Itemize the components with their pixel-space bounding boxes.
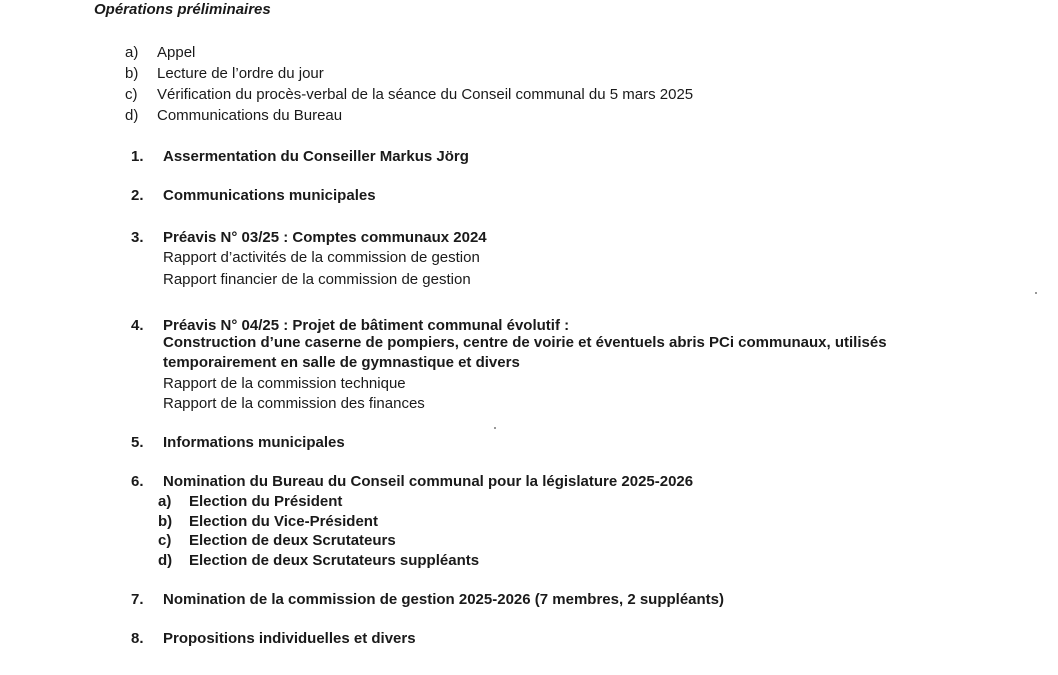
list-item-text: Election du Vice-Président: [189, 513, 378, 530]
preliminary-item-b: [125, 65, 324, 82]
subitem-b: [158, 513, 378, 530]
scan-speck: [494, 427, 496, 429]
item-note: Rapport financier de la commission de gestion: [163, 271, 471, 288]
list-item-text: Election du Président: [189, 493, 343, 510]
list-item-text: Election de deux Scrutateurs suppléants: [189, 552, 480, 569]
preliminary-item-c: [125, 86, 693, 103]
item-title: Assermentation du Conseiller Markus Jörg: [163, 148, 469, 165]
item-title: Propositions individuelles et divers: [163, 630, 416, 647]
item-title: Nomination du Bureau du Conseil communal pour la législature 2025-2026: [163, 473, 694, 490]
preliminary-item-a: [125, 44, 195, 61]
item-number: 6.: [131, 473, 144, 490]
subitem-c: [158, 532, 396, 549]
subitem-d: [158, 552, 479, 569]
item-number: 7.: [131, 591, 144, 608]
list-marker: a): [158, 493, 172, 510]
item-number: 1.: [131, 148, 144, 165]
list-item-text: Lecture de l’ordre du jour: [157, 65, 324, 82]
list-marker: b): [158, 513, 173, 530]
item-title-continued: temporairement en salle de gymnastique et divers: [163, 354, 520, 371]
list-marker: d): [158, 552, 173, 569]
item-title: Préavis N° 03/25 : Comptes communaux 2024: [163, 229, 487, 246]
item-number: 8.: [131, 630, 144, 647]
item-title: Préavis N° 04/25 : Projet de bâtiment communal évolutif :: [163, 317, 570, 334]
list-marker: b): [125, 65, 139, 82]
item-number: 4.: [131, 317, 144, 334]
list-marker: c): [158, 532, 172, 549]
list-marker: a): [125, 44, 139, 61]
item-number: 5.: [131, 434, 144, 451]
scan-speck: [1035, 292, 1037, 294]
item-note: Rapport de la commission des finances: [163, 395, 425, 412]
item-title: Informations municipales: [163, 434, 345, 451]
list-item-text: Appel: [157, 44, 196, 61]
subitem-a: [158, 493, 342, 510]
list-item-text: Vérification du procès-verbal de la séance du Conseil communal du 5 mars 2025: [157, 86, 694, 103]
item-title-continued: Construction d’une caserne de pompiers, centre de voirie et éventuels abris PCi communaux, utilisés: [163, 334, 887, 351]
item-note: Rapport de la commission technique: [163, 375, 406, 392]
list-item-text: Communications du Bureau: [157, 107, 343, 124]
list-marker: d): [125, 107, 139, 124]
item-title: Communications municipales: [163, 187, 376, 204]
list-item-text: Election de deux Scrutateurs: [189, 532, 396, 549]
list-marker: c): [125, 86, 138, 103]
preliminary-item-d: [125, 107, 342, 124]
item-title: Nomination de la commission de gestion 2025-2026 (7 membres, 2 suppléants): [163, 591, 725, 608]
item-note: Rapport d’activités de la commission de gestion: [163, 249, 480, 266]
section-heading: Opérations préliminaires: [94, 1, 271, 18]
item-number: 2.: [131, 187, 144, 204]
item-number: 3.: [131, 229, 144, 246]
